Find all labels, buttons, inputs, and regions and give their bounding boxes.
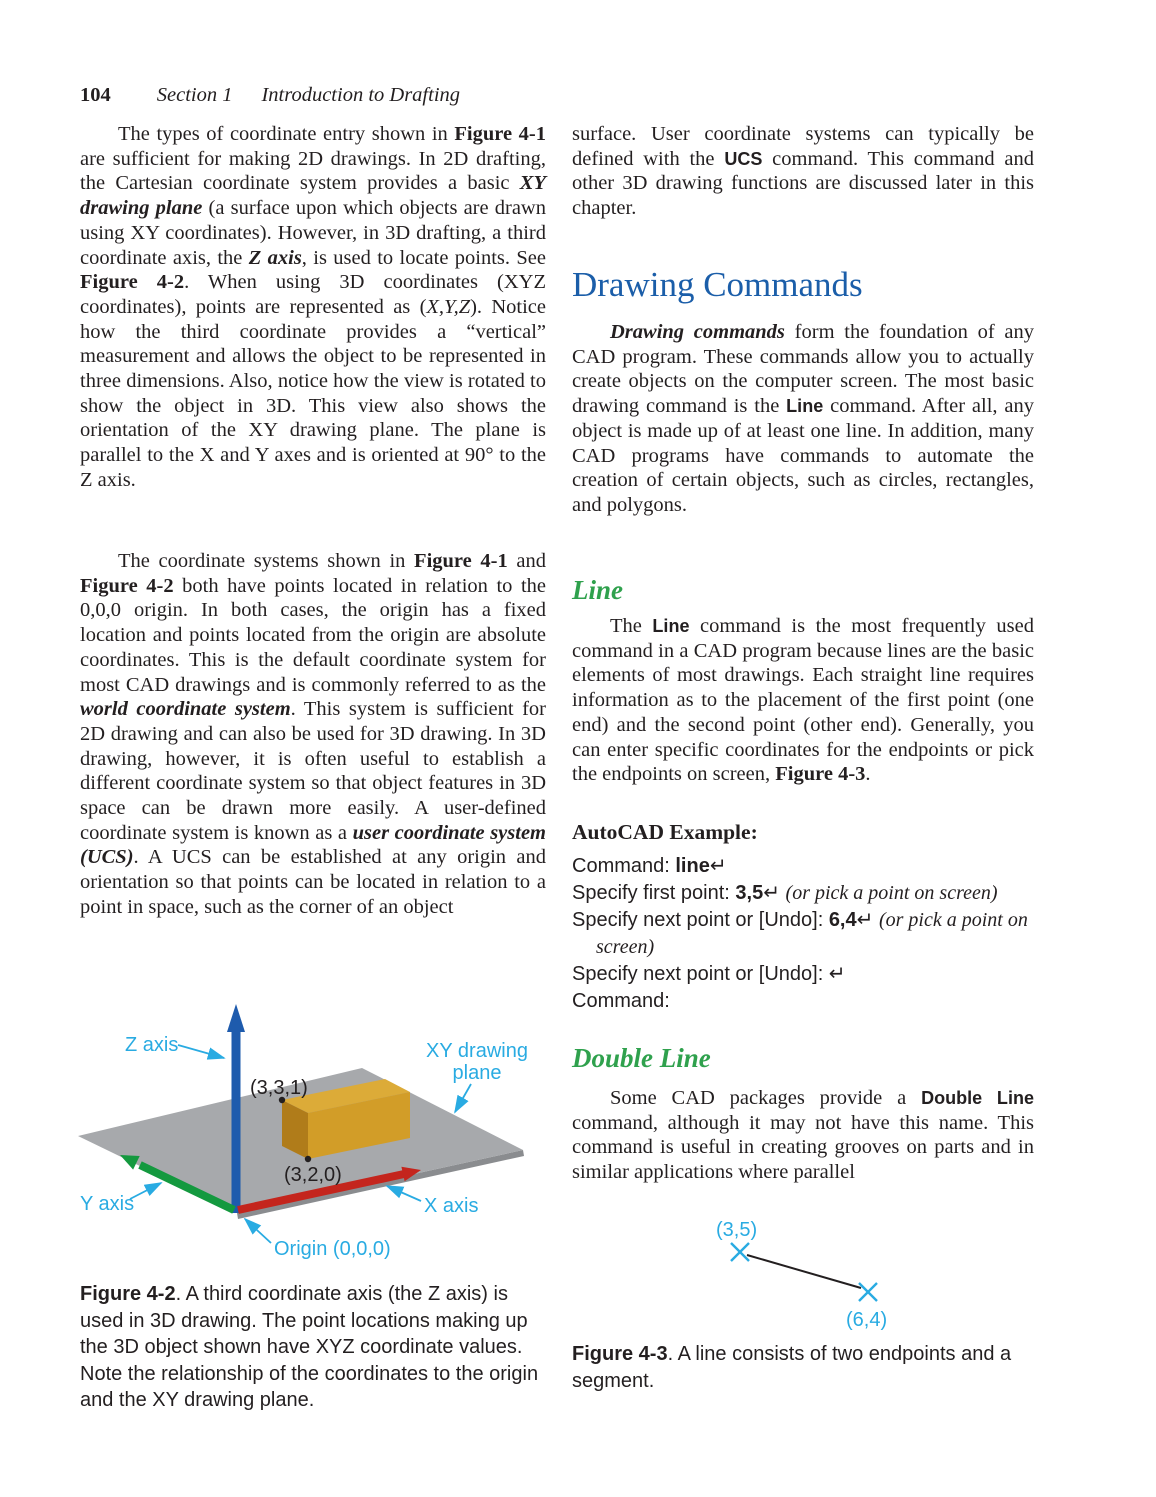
figure-4-2-coordinate-diagram [70, 995, 540, 1280]
xy-plane-label-line-2: plane [452, 1062, 502, 1084]
x-axis-leader-arrow [387, 1186, 421, 1201]
page-header [80, 84, 460, 107]
endpoint-1-x-marker [731, 1243, 749, 1261]
point-3-2-0-label: (3,2,0) [284, 1164, 342, 1186]
section-title: Introduction to Drafting [261, 84, 461, 106]
command-example-block [572, 853, 1034, 1015]
x-axis-label: X axis [424, 1195, 479, 1217]
xy-plane-label-line-1: XY drawing [426, 1040, 528, 1062]
point-3-2-0-dot [305, 1156, 311, 1162]
figure-4-3-caption: Figure 4-3. A line consists of two endpoints and a segment. [572, 1343, 1012, 1392]
page-number: 104 [80, 84, 111, 106]
endpoint-1-label: (3,5) [716, 1219, 758, 1241]
command-line: Command: [572, 990, 670, 1012]
command-line: Specify next point or [Undo]: 6,4↵ (or pick a point on screen) [572, 909, 1028, 958]
command-line: Specify first point: 3,5↵ (or pick a point on screen) [572, 882, 998, 904]
right-paragraph-1: Drawing commands form the foundation of any CAD program. These commands allow you to actually create objects on the computer screen. The most basic drawing command is the Line command. After all, any object is made up of at least one line. In addition, many CAD programs have commands to automate the creation of certain objects, such as circles, rectangles, and polygons. [572, 321, 1035, 516]
y-axis-label: Y axis [80, 1193, 135, 1215]
y-axis-leader-arrow [130, 1183, 161, 1199]
endpoint-2-x-marker [859, 1283, 877, 1301]
z-axis-leader-arrow [178, 1045, 224, 1058]
figure-4-2-caption: Figure 4-2. A third coordinate axis (the Z axis) is used in 3D drawing. The point locations making up the 3D object shown have XYZ coordinate values. Note the relationship of the coordinates to the origin and the XY drawing plane. [80, 1283, 539, 1411]
right-paragraph-3: Some CAD packages provide a Double Line command, although it may not have this name. This command is useful in creating grooves on parts and in similar applications where parallel [572, 1087, 1034, 1184]
heading-double-line: Double Line [572, 1043, 711, 1073]
origin-label: Origin (0,0,0) [274, 1238, 391, 1260]
right-paragraph-2: The Line command is the most frequently used command in a CAD program because lines are the basic elements of most drawings. Each straight line requires information as to the placement of the first point (one end) and the second point (other end). Generally, you can enter specific coordinates for the endpoints or pick the endpoints on screen, Figure 4-3. [572, 615, 1034, 786]
left-paragraph-1: The types of coordinate entry shown in Figure 4-1 are sufficient for making 2D drawings. In 2D drafting, the Cartesian coordinate system provides a basic XY drawing plane (a surface upon which objects are drawn using XY coordinates). However, in 3D drafting, a third coordinate axis, the Z axis, is used to locate points. See Figure 4-2. When using 3D coordinates (XYZ coordinates), points are represented as (X,Y,Z). Notice how the third coordinate provides a “vertical” measurement and allows the object to be represented in three dimensions. Also, notice how the view is rotated to show the object in 3D. This view also shows the orientation of the XY drawing plane. The plane is parallel to the X and Y axes and is oriented at 90° to the Z axis. [80, 123, 546, 491]
command-line: Specify next point or [Undo]: ↵ [572, 963, 846, 985]
endpoint-2-label: (6,4) [846, 1309, 888, 1331]
z-axis-label: Z axis [125, 1034, 179, 1056]
autocad-example-title: AutoCAD Example: [572, 820, 758, 844]
left-paragraph-2: The coordinate systems shown in Figure 4-1 and Figure 4-2 both have points located in relation to the 0,0,0 origin. In both cases, the origin has a fixed location and points located from the origin are absolute coordinates. This is the default coordinate system for most CAD drawings and is commonly referred to as the world coordinate system. This system is sufficient for 2D drawing and can also be used for 3D drawing. In 3D drawing, however, it is often useful to establish a different coordinate system so that object features in 3D space can be drawn more easily. A user-defined coordinate system is known as a user coordinate system (UCS). A UCS can be established at any origin and orientation so that points can be located in relation to a point in space, such as the corner of an object [80, 550, 546, 918]
point-3-3-1-label: (3,3,1) [250, 1077, 308, 1099]
xy-plane-leader-arrow [455, 1084, 471, 1112]
origin-leader-arrow [245, 1219, 271, 1243]
right-paragraph-0: surface. User coordinate systems can typically be defined with the UCS command. This command and other 3D drawing functions are discussed later in this chapter. [572, 123, 1034, 220]
figure-4-3-line-diagram [572, 1205, 1034, 1345]
heading-line: Line [572, 575, 623, 605]
command-line: Command: line↵ [572, 855, 727, 877]
line-segment [747, 1255, 861, 1288]
section-label: Section 1 [156, 84, 233, 106]
heading-drawing-commands: Drawing Commands [572, 265, 863, 304]
